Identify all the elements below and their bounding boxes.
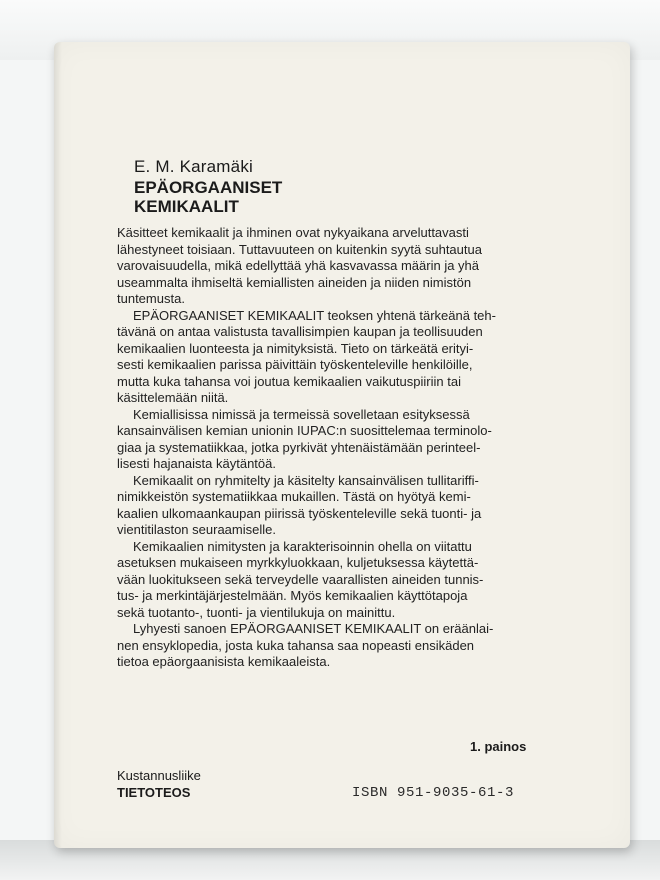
text-line: kaalien ulkomaankaupan piirissä työskenteleville sekä tuonti- ja bbox=[117, 505, 482, 521]
text-line: käsittelemään niitä. bbox=[117, 390, 229, 405]
title-line: KEMIKAALIT bbox=[134, 197, 239, 216]
text-line: Kemikaalien nimitysten ja karakterisoinnin ohella on viitattu bbox=[133, 538, 472, 554]
blurb-paragraph bbox=[117, 308, 562, 407]
text-line: giaa ja systematiikkaa, jotka pyrkivät yhtenäistämään perinteel- bbox=[117, 439, 481, 455]
author-name: E. M. Karamäki bbox=[134, 157, 253, 176]
text-line: vientitilaston seuraamiselle. bbox=[117, 522, 276, 537]
edition-label: 1. painos bbox=[470, 739, 527, 754]
blurb-paragraph bbox=[117, 621, 562, 671]
blurb-text bbox=[117, 225, 562, 671]
text-line: mutta kuka tahansa voi joutua kemikaalien vaikutuspiiriin tai bbox=[117, 373, 461, 389]
text-line: Lyhyesti sanoen EPÄORGAANISET KEMIKAALIT on eräänlai- bbox=[133, 621, 494, 636]
text-line: kemikaalien luonteesta ja nimityksistä. Tieto on tärkeätä erityi- bbox=[117, 340, 474, 356]
text-line: asetuksen mukaiseen myrkkyluokkaan, kuljetuksessa käytettä- bbox=[117, 555, 479, 570]
text-line: Käsitteet kemikaalit ja ihminen ovat nykyaikana arveluttavasti bbox=[117, 225, 469, 240]
blurb-paragraph bbox=[117, 473, 562, 539]
text-line: varovaisuudella, mikä edellyttää yhä kasvavassa määrin ja yhä bbox=[117, 258, 480, 273]
blurb-paragraph bbox=[117, 407, 562, 473]
blurb-paragraph bbox=[117, 225, 562, 308]
blurb-paragraph bbox=[117, 539, 562, 622]
text-line: tietoa epäorgaanisista kemikaaleista. bbox=[117, 654, 331, 669]
text-line: lähestyneet toisiaan. Tuttavuuteen on kuitenkin syytä suhtautua bbox=[117, 241, 482, 257]
text-line: Kemiallisissa nimissä ja termeissä sovelletaan esityksessä bbox=[133, 406, 470, 422]
text-line: tus- ja merkintäjärjestelmään. Myös kemikaalien käyttötapoja bbox=[117, 588, 468, 603]
text-line: tuntemusta. bbox=[117, 291, 185, 306]
text-line: nen ensyklopedia, josta kuka tahansa saa nopeasti ensikäden bbox=[117, 637, 475, 653]
title-line: EPÄORGAANISET bbox=[134, 178, 283, 197]
isbn-number: ISBN 951-9035-61-3 bbox=[352, 785, 515, 801]
text-line: tävänä on antaa valistusta tavallisimpien kaupan ja teollisuuden bbox=[117, 324, 483, 339]
text-line: EPÄORGAANISET KEMIKAALIT teoksen yhtenä tärkeänä teh- bbox=[133, 307, 496, 323]
publisher-line: TIETOTEOS bbox=[117, 785, 191, 800]
text-line: nimikkeistön systematiikkaa mukaillen. Tästä on hyötyä kemi- bbox=[117, 489, 471, 504]
text-line: Kemikaalit on ryhmitelty ja käsitelty kansainvälisen tullitariffi- bbox=[133, 472, 479, 488]
text-line: sekä tuotanto-, tuonti- ja vientilukuja on mainittu. bbox=[117, 604, 396, 620]
book-title bbox=[134, 178, 282, 216]
text-line: lisesti hajanaista käytäntöä. bbox=[117, 456, 276, 471]
text-line: vään luokitukseen sekä terveydelle vaarallisten aineiden tunnis- bbox=[117, 571, 484, 587]
text-line: useammalta ihmiseltä kemiallisten aineiden ja niiden nimistön bbox=[117, 274, 472, 290]
cover-edge-shadow bbox=[54, 42, 62, 848]
publisher-name bbox=[117, 767, 201, 801]
text-line: sesti kemikaalien parissa päivittäin työskenteleville henkilöille, bbox=[117, 357, 473, 372]
publisher-line: Kustannusliike bbox=[117, 768, 201, 783]
text-line: kansainvälisen kemian unionin IUPAC:n suosittelemaa terminolo- bbox=[117, 423, 492, 438]
